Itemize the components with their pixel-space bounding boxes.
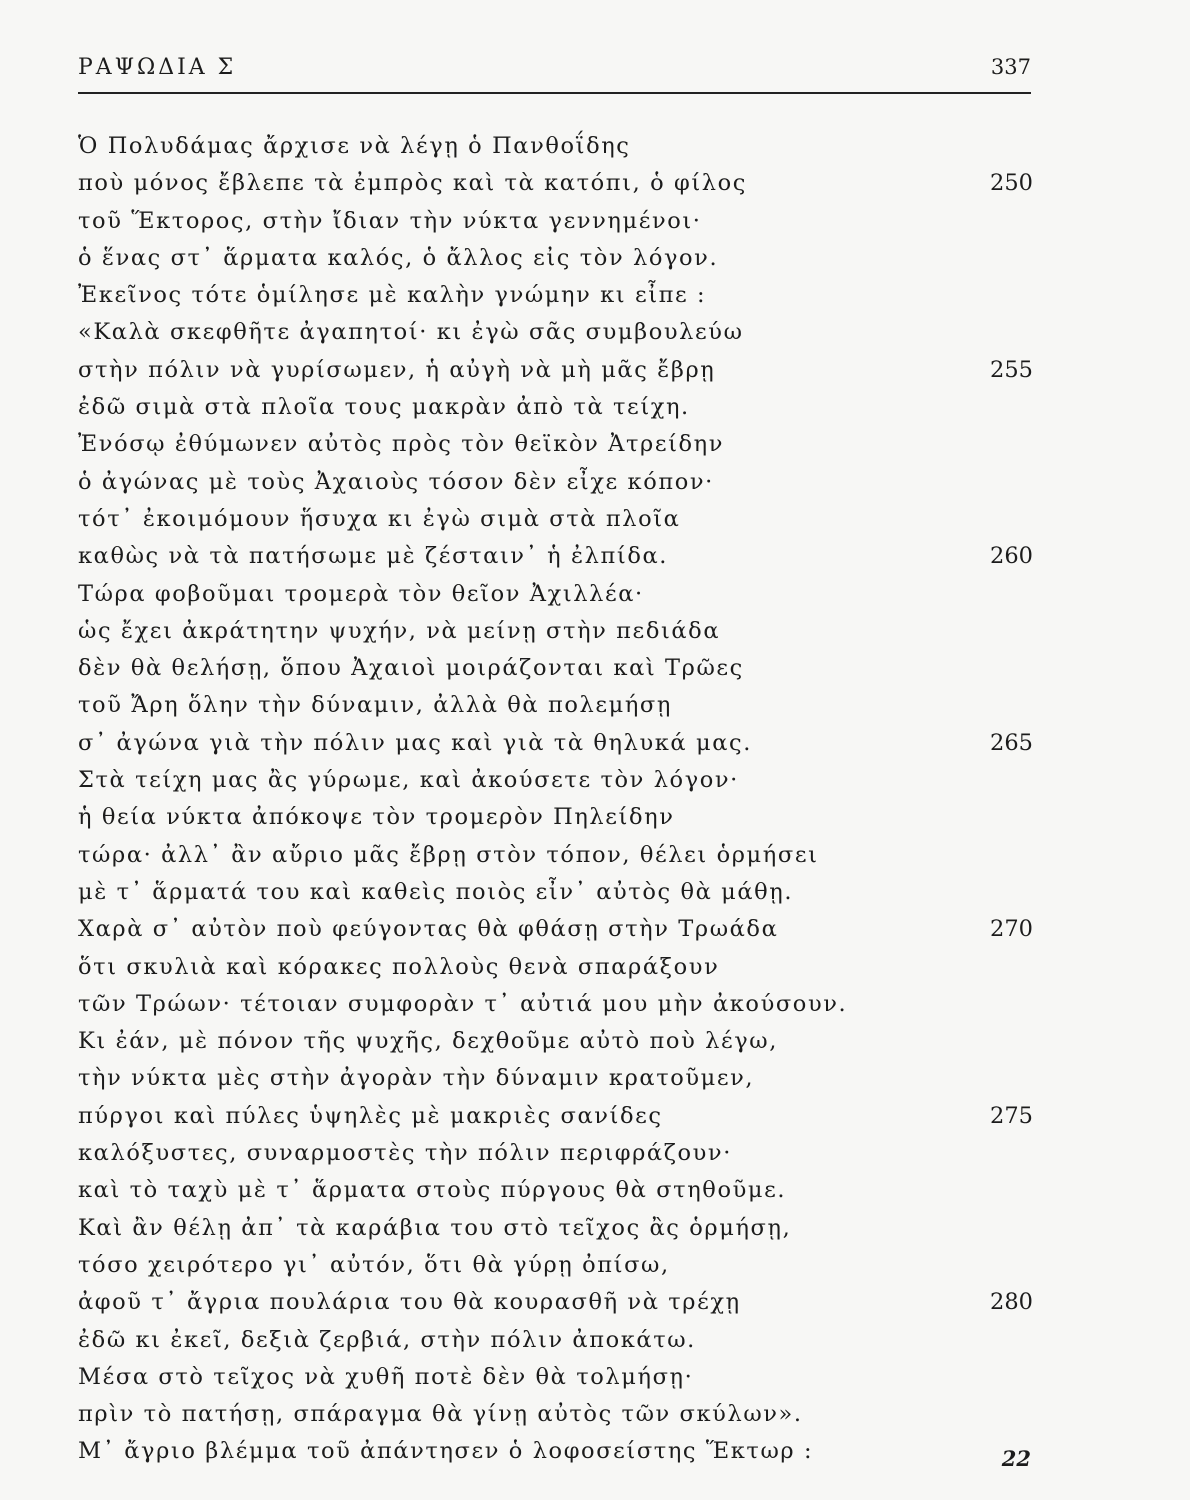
verse-text: τοῦ Ἕκτορος, στὴν ἴδιαν τὴν νύκτα γεννημένοι· (78, 207, 702, 234)
verse-line (78, 1135, 1033, 1172)
line-number: 265 (990, 729, 1033, 756)
verse-text: ἀφοῦ τ᾽ ἄγρια πουλάρια του θὰ κουρασθῆ νὰ τρέχῃ (78, 1289, 741, 1316)
verse-text: ὁ ἀγώνας μὲ τοὺς Ἀχαιοὺς τόσον δὲν εἶχε κόπον· (78, 468, 714, 495)
printer-signature: 22 (1001, 1446, 1031, 1471)
line-number: 260 (990, 543, 1033, 570)
verse-line (78, 165, 1033, 202)
verse-line (78, 389, 1033, 426)
line-number: 275 (990, 1102, 1033, 1129)
verse-text: Στὰ τείχη μας ἂς γύρωμε, καὶ ἀκούσετε τὸν λόγον· (78, 767, 739, 794)
verse-text: ὅτι σκυλιὰ καὶ κόρακες πολλοὺς θενὰ σπαράξουν (78, 953, 720, 980)
verse-line (78, 1098, 1033, 1135)
verse-line (78, 426, 1033, 463)
verse-text: Χαρὰ σ᾽ αὐτὸν ποὺ φεύγοντας θὰ φθάσῃ στὴν Τρωάδα (78, 916, 779, 943)
verse-text: τῶν Τρώων· τέτοιαν συμφορὰν τ᾽ αὐτιά μου μὴν ἀκούσουν. (78, 990, 848, 1017)
verse-text: πρὶν τὸ πατήσῃ, σπάραγμα θὰ γίνῃ αὐτὸς τῶν σκύλων». (78, 1401, 803, 1428)
verse-line (78, 1322, 1033, 1359)
verse-text: Ὁ Πολυδάμας ἄρχισε νὰ λέγῃ ὁ Πανθοΐδης (78, 133, 631, 159)
verse-line (78, 1396, 1033, 1433)
verse-text: ὁ ἕνας στ᾽ ἅρματα καλός, ὁ ἄλλος εἰς τὸν λόγον. (78, 244, 719, 271)
verse-line (78, 1433, 1033, 1470)
verse-line (78, 725, 1033, 762)
verse-line (78, 874, 1033, 911)
verse-text: πύργοι καὶ πύλες ὑψηλὲς μὲ μακριὲς σανίδες (78, 1102, 663, 1129)
verse-line (78, 352, 1033, 389)
verse-text: καὶ τὸ ταχὺ μὲ τ᾽ ἅρματα στοὺς πύργους θὰ στηθοῦμε. (78, 1177, 787, 1204)
verse-line (78, 538, 1033, 575)
verse-line (78, 799, 1033, 836)
verse-text: ἐδῶ σιμὰ στὰ πλοῖα τους μακρὰν ἀπὸ τὰ τείχη. (78, 394, 690, 421)
verse-text: τοῦ Ἄρη ὅλην τὴν δύναμιν, ἀλλὰ θὰ πολεμήσῃ (78, 692, 672, 719)
verse-line (78, 1172, 1033, 1209)
verse-line (78, 128, 1033, 165)
running-head (78, 55, 1031, 89)
verse-text: Ἐνόσῳ ἐθύμωνεν αὐτὸς πρὸς τὸν θεϊκὸν Ἀτρείδην (78, 431, 725, 458)
verse-text: τόσο χειρότερο γι᾽ αὐτόν, ὅτι θὰ γύρῃ ὀπίσω, (78, 1251, 670, 1278)
verse-text: τώρα· ἀλλ᾽ ἂν αὔριο μᾶς ἔβρῃ στὸν τόπον, θέλει ὁρμήσει (78, 841, 819, 868)
verse-line (78, 501, 1033, 538)
verse-line (78, 687, 1033, 724)
verse-block (78, 128, 1033, 1471)
verse-line (78, 314, 1033, 351)
verse-line (78, 986, 1033, 1023)
line-number: 250 (990, 170, 1033, 197)
verse-text: ποὺ μόνος ἔβλεπε τὰ ἐμπρὸς καὶ τὰ κατόπι, ὁ φίλος (78, 170, 747, 197)
verse-line (78, 613, 1033, 650)
header-rule (78, 92, 1031, 94)
verse-line (78, 762, 1033, 799)
verse-text: ἡ θεία νύκτα ἀπόκοψε τὸν τρομερὸν Πηλείδην (78, 804, 675, 831)
line-number: 255 (990, 356, 1033, 383)
verse-text: Καὶ ἂν θέλῃ ἀπ᾽ τὰ καράβια του στὸ τεῖχος ἂς ὁρμήσῃ, (78, 1214, 792, 1241)
verse-line (78, 1284, 1033, 1321)
verse-line (78, 1023, 1033, 1060)
verse-text: δὲν θὰ θελήσῃ, ὅπου Ἀχαιοὶ μοιράζονται καὶ Τρῶες (78, 655, 744, 682)
verse-line (78, 949, 1033, 986)
verse-text: τότ᾽ ἐκοιμόμουν ἥσυχα κι ἐγὼ σιμὰ στὰ πλοῖα (78, 505, 681, 532)
verse-line (78, 1060, 1033, 1097)
verse-text: ἐδῶ κι ἐκεῖ, δεξιὰ ζερβιά, στὴν πόλιν ἀποκάτω. (78, 1326, 696, 1353)
page-number: 337 (990, 55, 1031, 79)
verse-text: Τώρα φοβοῦμαι τρομερὰ τὸν θεῖον Ἀχιλλέα· (78, 580, 644, 607)
verse-line (78, 1247, 1033, 1284)
verse-line (78, 464, 1033, 501)
verse-line (78, 911, 1033, 948)
verse-text: μὲ τ᾽ ἅρματά του καὶ καθεὶς ποιὸς εἶν᾽ αὐτὸς θὰ μάθῃ. (78, 878, 794, 905)
verse-text: στὴν πόλιν νὰ γυρίσωμεν, ἡ αὐγὴ νὰ μὴ μᾶς ἔβρῃ (78, 356, 716, 383)
verse-text: Μέσα στὸ τεῖχος νὰ χυθῆ ποτὲ δὲν θὰ τολμήσῃ· (78, 1363, 694, 1390)
verse-text: σ᾽ ἀγώνα γιὰ τὴν πόλιν μας καὶ γιὰ τὰ θηλυκά μας. (78, 729, 752, 756)
verse-text: «Καλὰ σκεφθῆτε ἀγαπητοί· κι ἐγὼ σᾶς συμβουλεύω (78, 319, 744, 346)
verse-line (78, 277, 1033, 314)
verse-line (78, 1359, 1033, 1396)
running-title: ΡΑΨΩΔΙΑ Σ (78, 55, 237, 80)
verse-text: Κι ἐάν, μὲ πόνον τῆς ψυχῆς, δεχθοῦμε αὐτὸ ποὺ λέγω, (78, 1028, 778, 1055)
verse-line (78, 1210, 1033, 1247)
verse-line (78, 650, 1033, 687)
verse-text: Ἐκεῖνος τότε ὁμίλησε μὲ καλὴν γνώμην κι εἶπε : (78, 282, 707, 309)
verse-line (78, 203, 1033, 240)
verse-line (78, 837, 1033, 874)
line-number: 270 (990, 916, 1033, 943)
verse-text: καλόξυστες, συναρμοστὲς τὴν πόλιν περιφράζουν· (78, 1140, 732, 1167)
line-number: 280 (990, 1289, 1033, 1316)
verse-text: καθὼς νὰ τὰ πατήσωμε μὲ ζέσταιν᾽ ἡ ἐλπίδα. (78, 543, 669, 570)
verse-text: τὴν νύκτα μὲς στὴν ἀγορὰν τὴν δύναμιν κρατοῦμεν, (78, 1065, 755, 1092)
verse-text: Μ᾽ ἄγριο βλέμμα τοῦ ἀπάντησεν ὁ λοφοσείστης Ἕκτωρ : (78, 1438, 814, 1465)
verse-line (78, 576, 1033, 613)
verse-text: ὡς ἔχει ἀκράτητην ψυχήν, νὰ μείνῃ στὴν πεδιάδα (78, 617, 721, 644)
verse-line (78, 240, 1033, 277)
